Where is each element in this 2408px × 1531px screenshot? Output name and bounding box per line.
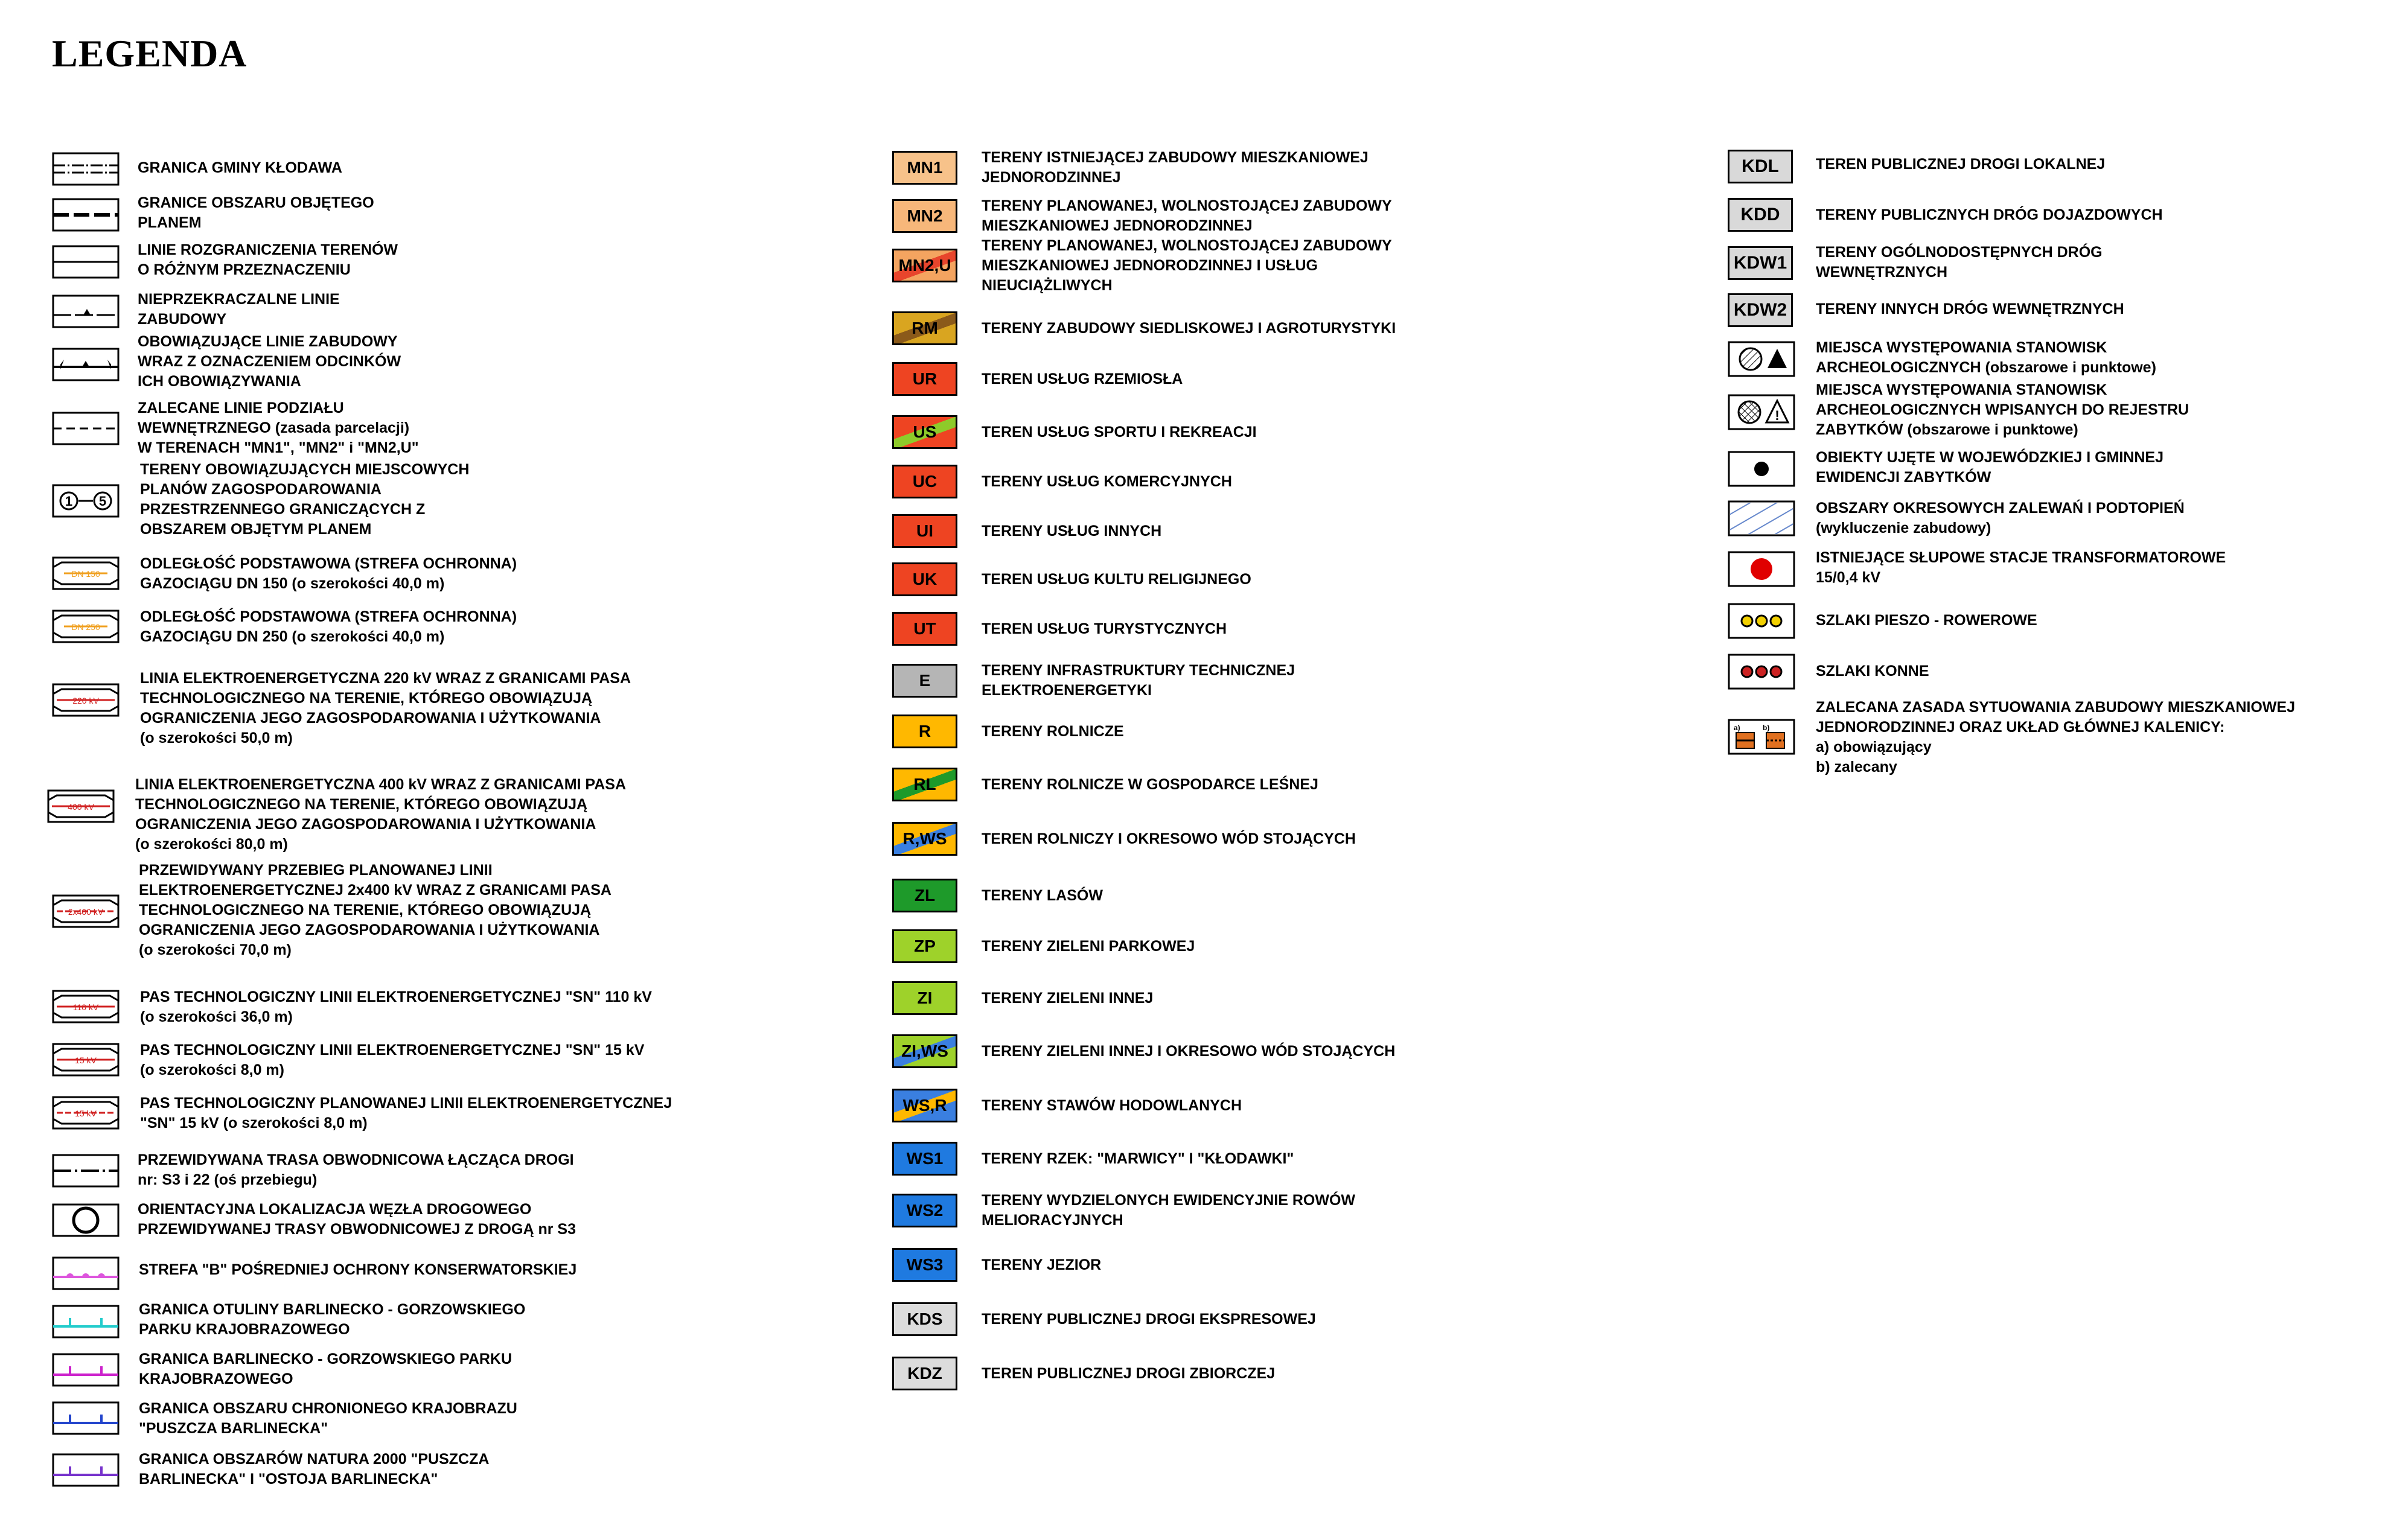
building-placement-symbol — [1728, 718, 1795, 756]
power-line-15kv-symbol — [52, 1042, 120, 1078]
road-code-box — [1728, 246, 1793, 280]
zoning-code: WS,R — [902, 1096, 947, 1115]
zoning-code: WS3 — [906, 1255, 944, 1274]
legend-label: TERENY INFRASTRUKTURY TECHNICZNEJ ELEKTROENERGETYKI — [982, 662, 1295, 699]
legend-label: TERENY ISTNIEJĄCEJ ZABUDOWY MIESZKANIOWEJ JEDNORODZINNEJ — [982, 149, 1368, 186]
road-code-box — [1728, 150, 1793, 183]
zoning-code: R,WS — [902, 829, 947, 848]
zoning-code: E — [919, 671, 931, 690]
legend-label: TEREN USŁUG SPORTU I REKREACJI — [982, 423, 1257, 441]
zoning-code-box — [892, 362, 957, 396]
archaeological-sites-symbol — [1728, 340, 1795, 378]
zoning-code-box — [892, 612, 957, 646]
road-code: KDW2 — [1733, 300, 1787, 320]
legend-label: TERENY WYDZIELONYCH EWIDENCYJNIE ROWÓW MELIORACYJNYCH — [982, 1192, 1356, 1229]
legend-label: ZALECANE LINIE PODZIAŁU WEWNĘTRZNEGO (zasada parcelacji) W TERENACH "MN1", "MN2" i "MN2,U" — [138, 399, 419, 456]
legend-label: TERENY ROLNICZE W GOSPODARCE LEŚNEJ — [982, 775, 1318, 793]
power-line-400kv-symbol — [47, 788, 115, 824]
zoning-code: ZL — [914, 886, 936, 905]
zoning-code-box — [892, 1142, 957, 1176]
power-line-110kv-symbol — [52, 988, 120, 1025]
legend-label: TERENY ZIELENI INNEJ — [982, 989, 1154, 1007]
zoning-code-box — [892, 1034, 957, 1068]
protected-landscape-boundary-symbol — [52, 1400, 120, 1436]
legend-label: TERENY INNYCH DRÓG WEWNĘTRZNYCH — [1816, 301, 2124, 317]
zoning-code: UC — [912, 472, 937, 491]
road-code-box — [1728, 293, 1793, 327]
conservation-zone-b-symbol — [52, 1255, 120, 1291]
legend-label: ISTNIEJĄCE SŁUPOWE STACJE TRANSFORMATOROWE 15/0,4 kV — [1816, 549, 2226, 586]
bypass-route-symbol — [52, 1153, 120, 1189]
legend-label: ORIENTACYJNA LOKALIZACJA WĘZŁA DROGOWEGO PRZEWIDYWANEJ TRASY OBWODNICOWEJ Z DROGĄ nr S3 — [138, 1201, 576, 1238]
legend-label: LINIA ELEKTROENERGETYCZNA 220 kV WRAZ Z GRANICAMI PASA TECHNOLOGICZNEGO NA TERENIE, KTÓREGO OBOWIĄZUJĄ OGRANICZENIA JEGO ZAGOSPODAROWANIA I UŻYTKOWANIA (o szerokości 50,0 m) — [140, 670, 631, 746]
svg-text:!: ! — [1775, 408, 1780, 423]
zoning-code: UR — [912, 369, 937, 388]
road-code: KDL — [1742, 156, 1779, 176]
legend-label: GRANICA BARLINECKO - GORZOWSKIEGO PARKU KRAJOBRAZOWEGO — [139, 1351, 513, 1387]
legend-label: GRANICA OBSZARÓW NATURA 2000 "PUSZCZA BARLINECKA" I "OSTOJA BARLINECKA" — [139, 1451, 490, 1488]
adjacent-plans-symbol — [52, 483, 120, 519]
zoning-code: UT — [913, 619, 936, 638]
legend-label: GRANICA OTULINY BARLINECKO - GORZOWSKIEGO PARKU KRAJOBRAZOWEGO — [139, 1301, 526, 1338]
legend-label: TERENY USŁUG INNYCH — [982, 522, 1162, 540]
municipal-boundary-symbol — [52, 151, 120, 187]
legend-label: TEREN USŁUG KULTU RELIGIJNEGO — [982, 570, 1251, 588]
legend-label: TERENY RZEK: "MARWICY" I "KŁODAWKI" — [982, 1150, 1294, 1167]
legend-label: TERENY ZIELENI INNEJ I OKRESOWO WÓD STOJĄCYCH — [982, 1042, 1396, 1060]
legend-label: MIEJSCA WYSTĘPOWANIA STANOWISK ARCHEOLOGICZNYCH (obszarowe i punktowe) — [1816, 339, 2156, 376]
legend-label: OBIEKTY UJĘTE W WOJEWÓDZKIEJ I GMINNEJ EWIDENCJI ZABYTKÓW — [1816, 449, 2164, 486]
legend-label: TERENY STAWÓW HODOWLANYCH — [982, 1097, 1242, 1114]
legend-label: TERENY PUBLICZNYCH DRÓG DOJAZDOWYCH — [1816, 206, 2163, 223]
zoning-code-box — [892, 768, 957, 801]
zoning-code-box — [892, 1357, 957, 1390]
legend-label: SZLAKI KONNE — [1816, 663, 1929, 680]
legend-label: STREFA "B" POŚREDNIEJ OCHRONY KONSERWATORSKIEJ — [139, 1261, 577, 1278]
zoning-code: R — [918, 722, 931, 740]
mandatory-building-line-symbol — [52, 346, 120, 383]
legend-label: PRZEWIDYWANA TRASA OBWODNICOWA ŁĄCZĄCA DROGI nr: S3 i 22 (oś przebiegu) — [138, 1151, 574, 1188]
planned-power-line-15kv-symbol — [52, 1095, 120, 1131]
gas-pipeline-dn250-symbol — [52, 608, 120, 645]
zoning-code: RM — [912, 319, 938, 337]
legend-label: TERENY JEZIOR — [982, 1256, 1102, 1273]
legend-label: PRZEWIDYWANY PRZEBIEG PLANOWANEJ LINII ELEKTROENERGETYCZNEJ 2x400 kV WRAZ Z GRANICAMI PASA TECHNOLOGICZNEGO NA TERENIE, KTÓREGO OBOWIĄZUJĄ OGRANICZENIA JEGO ZAGOSPODAROWANIA I UŻYTKOWANIA (o szerokości 70,0 m) — [139, 862, 612, 958]
zoning-code-box — [892, 415, 957, 449]
svg-text:2x400 kV: 2x400 kV — [68, 907, 104, 917]
zoning-code-box — [892, 1194, 957, 1227]
legend-label: PAS TECHNOLOGICZNY LINII ELEKTROENERGETYCZNEJ "SN" 110 kV (o szerokości 36,0 m) — [140, 988, 652, 1025]
svg-text:110 kV: 110 kV — [72, 1002, 99, 1012]
legend-title: LEGENDA — [52, 32, 248, 75]
zoning-code-box — [892, 1248, 957, 1282]
zoning-code-box — [892, 514, 957, 548]
legend-label: GRANICA OBSZARU CHRONIONEGO KRAJOBRAZU "PUSZCZA BARLINECKA" — [139, 1400, 517, 1437]
zoning-code-box — [892, 199, 957, 233]
zoning-code-box — [892, 715, 957, 748]
legend-label: TEREN PUBLICZNEJ DROGI ZBIORCZEJ — [982, 1364, 1276, 1382]
power-line-220kv-symbol — [52, 682, 120, 718]
landscape-park-boundary-symbol — [52, 1352, 120, 1388]
zoning-code: WS1 — [906, 1149, 944, 1168]
svg-text:b): b) — [1763, 724, 1770, 732]
zoning-code-box — [892, 822, 957, 856]
natura-2000-boundary-symbol — [52, 1452, 120, 1488]
legend-label: MIEJSCA WYSTĘPOWANIA STANOWISK ARCHEOLOGICZNYCH WPISANYCH DO REJESTRU ZABYTKÓW (obszarowe i punktowe) — [1816, 381, 2189, 438]
monument-register-symbol — [1728, 450, 1795, 488]
recommended-division-lines-symbol — [52, 410, 120, 447]
legend-label: TERENY OBOWIĄZUJĄCYCH MIEJSCOWYCH PLANÓW ZAGOSPODAROWANIA PRZESTRZENNEGO GRANICZĄCYCH Z OBSZAREM OBJĘTYM PLANEM — [140, 461, 470, 538]
legend-label: OBSZARY OKRESOWYCH ZALEWAŃ I PODTOPIEŃ (wykluczenie zabudowy) — [1816, 500, 2185, 536]
legend-label: PAS TECHNOLOGICZNY PLANOWANEJ LINII ELEKTROENERGETYCZNEJ "SN" 15 kV (o szerokości 8,0 m) — [140, 1095, 672, 1132]
legend-label: TERENY PLANOWANEJ, WOLNOSTOJĄCEJ ZABUDOWY MIESZKANIOWEJ JEDNORODZINNEJ — [982, 197, 1392, 234]
svg-text:DN 150: DN 150 — [71, 569, 100, 579]
legend-label: TERENY LASÓW — [982, 886, 1103, 904]
planned-power-line-2x400kv-symbol — [52, 893, 120, 929]
walking-cycling-trail-symbol — [1728, 602, 1795, 640]
legend-label: TERENY PUBLICZNEJ DROGI EKSPRESOWEJ — [982, 1310, 1316, 1328]
legend-label: TEREN USŁUG RZEMIOSŁA — [982, 370, 1183, 387]
zoning-code: WS2 — [906, 1201, 944, 1220]
boundary-lines-symbol — [52, 244, 120, 280]
zoning-code-box — [892, 1089, 957, 1122]
zoning-code: RL — [913, 775, 936, 794]
zoning-code-box — [892, 929, 957, 963]
building-line-limit-symbol — [52, 293, 120, 329]
legend-label: TEREN ROLNICZY I OKRESOWO WÓD STOJĄCYCH — [982, 830, 1356, 847]
zoning-code-box — [892, 562, 957, 596]
legend-label: TEREN PUBLICZNEJ DROGI LOKALNEJ — [1816, 156, 2106, 173]
legend-label: TERENY ZIELENI PARKOWEJ — [982, 937, 1195, 955]
svg-text:220 kV: 220 kV — [72, 696, 99, 705]
road-code-box — [1728, 198, 1793, 232]
legend-label: LINIE ROZGRANICZENIA TERENÓW O RÓŻNYM PRZEZNACZENIU — [138, 241, 398, 278]
legend-label: TERENY PLANOWANEJ, WOLNOSTOJĄCEJ ZABUDOWY MIESZKANIOWEJ JEDNORODZINNEJ I USŁUG NIEUCIĄŻLIWYCH — [982, 237, 1392, 294]
zoning-code: ZP — [914, 937, 936, 955]
zoning-code-box — [892, 151, 957, 185]
zoning-code: UK — [912, 570, 937, 588]
zoning-code: UI — [916, 521, 933, 540]
legend-label: TERENY ZABUDOWY SIEDLISKOWEJ I AGROTURYSTYKI — [982, 319, 1396, 337]
zoning-code-box — [892, 465, 957, 498]
road-code: KDD — [1740, 205, 1780, 224]
zoning-code: KDS — [907, 1310, 943, 1328]
legend-label: SZLAKI PIESZO - ROWEROWE — [1816, 612, 2037, 629]
svg-text:DN 250: DN 250 — [71, 622, 100, 632]
legend-label: NIEPRZEKRACZALNE LINIE ZABUDOWY — [138, 291, 340, 328]
plan-boundary-symbol — [52, 197, 120, 233]
legend-label: TERENY USŁUG KOMERCYJNYCH — [982, 473, 1232, 490]
legend-label: ODLEGŁOŚĆ PODSTAWOWA (STREFA OCHRONNA) GAZOCIĄGU DN 250 (o szerokości 40,0 m) — [140, 608, 517, 645]
zoning-code: MN2 — [907, 206, 943, 225]
zoning-code-box — [892, 981, 957, 1015]
svg-text:15 kV: 15 kV — [75, 1055, 97, 1065]
zoning-code: MN2,U — [898, 256, 951, 275]
legend-label: ODLEGŁOŚĆ PODSTAWOWA (STREFA OCHRONNA) GAZOCIĄGU DN 150 (o szerokości 40,0 m) — [140, 555, 517, 592]
svg-text:5: 5 — [98, 494, 107, 509]
legend-label: PAS TECHNOLOGICZNY LINII ELEKTROENERGETYCZNEJ "SN" 15 kV (o szerokości 8,0 m) — [140, 1042, 645, 1078]
svg-text:a): a) — [1734, 724, 1740, 732]
zoning-code: MN1 — [907, 158, 943, 177]
legend-label: OBOWIĄZUJĄCE LINIE ZABUDOWY WRAZ Z OZNACZENIEM ODCINKÓW ICH OBOWIĄZYWANIA — [138, 333, 401, 390]
road-junction-symbol — [52, 1202, 120, 1238]
zoning-code-box — [892, 1302, 957, 1336]
zoning-code-box — [892, 664, 957, 698]
legend-label: GRANICE OBSZARU OBJĘTEGO PLANEM — [138, 194, 374, 231]
zoning-code-box — [892, 879, 957, 912]
horse-trail-symbol — [1728, 653, 1795, 690]
legend-label: TERENY ROLNICZE — [982, 722, 1124, 740]
zoning-code: ZI — [917, 988, 933, 1007]
legend-label: ZALECANA ZASADA SYTUOWANIA ZABUDOWY MIESZKANIOWEJ JEDNORODZINNEJ ORAZ UKŁAD GŁÓWNEJ KALENICY: a) obowiązujący b) zalecany — [1816, 699, 2295, 775]
zoning-code: ZI,WS — [901, 1042, 948, 1060]
legend-label: TERENY OGÓLNODOSTĘPNYCH DRÓG WEWNĘTRZNYCH — [1816, 244, 2103, 281]
flood-area-symbol — [1728, 500, 1795, 537]
legend-label: TEREN USŁUG TURYSTYCZNYCH — [982, 620, 1227, 637]
registered-archaeological-sites-symbol — [1728, 393, 1795, 431]
svg-text:15 kV: 15 kV — [75, 1109, 97, 1118]
svg-text:400 kV: 400 kV — [68, 802, 94, 812]
buffer-zone-boundary-symbol — [52, 1303, 120, 1340]
legend-label: LINIA ELEKTROENERGETYCZNA 400 kV WRAZ Z GRANICAMI PASA TECHNOLOGICZNEGO NA TERENIE, KTÓREGO OBOWIĄZUJĄ OGRANICZENIA JEGO ZAGOSPODAROWANIA I UŻYTKOWANIA (o szerokości 80,0 m) — [135, 776, 627, 853]
zoning-code-box — [892, 311, 957, 345]
zoning-code: US — [913, 422, 937, 441]
legend-label: GRANICA GMINY KŁODAWA — [138, 159, 342, 176]
road-code: KDW1 — [1733, 253, 1787, 273]
transformer-station-symbol — [1728, 550, 1795, 588]
zoning-code-box — [892, 249, 957, 282]
svg-text:1: 1 — [65, 494, 73, 509]
gas-pipeline-dn150-symbol — [52, 555, 120, 591]
zoning-code: KDZ — [907, 1364, 942, 1383]
